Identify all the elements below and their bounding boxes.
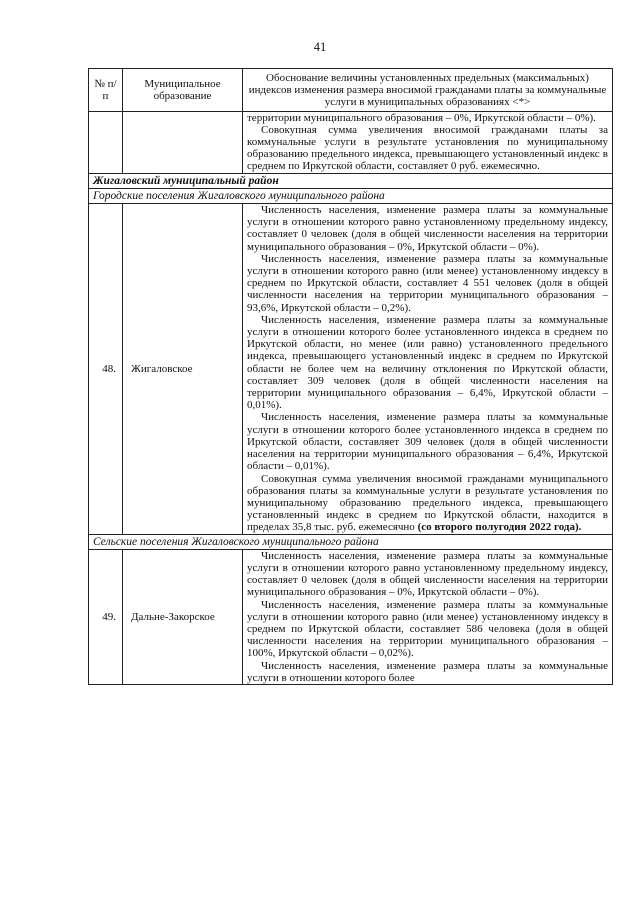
paragraph: Численность населения, изменение размера платы за коммунальные услуги в отношении которого равно установленному предельному индексу, составляет 0 человек (доля в общей численности населения на территории муниципального образования – 0%, Иркутской области – 0%). (247, 204, 608, 253)
indices-table (88, 68, 613, 685)
district-row (89, 173, 613, 188)
table-row (89, 111, 613, 173)
justification-cell (243, 111, 613, 173)
paragraph: Численность населения, изменение размера платы за коммунальные услуги в отношении которого более установленного индекса в среднем по Иркутской области, составляет 309 человек (доля в общей численности населения на территории муниципального образования – 6,4%, Иркутской области – 0,01%). (247, 411, 608, 473)
empty-cell (123, 111, 243, 173)
page-number: 41 (313, 40, 327, 54)
urban-settlements-title: Городские поселения Жигаловского муниципального района (89, 188, 613, 203)
paragraph: Численность населения, изменение размера платы за коммунальные услуги в отношении которого равно (или менее) установленному индексу в среднем по Иркутской области, составляет 586 человека (доля в общей численности населения на территории муниципального образования – 100%, Иркутской области – 0,02%). (247, 598, 608, 660)
paragraph: Совокупная сумма увеличения вносимой гражданами платы за коммунальные услуги в результате установления по муниципальному образованию предельного индекса, превышающего установленный индекс в среднем по Иркутской области, составляет 0 руб. ежемесячно. (247, 123, 608, 173)
urban-settlements-row (89, 188, 613, 203)
paragraph: Численность населения, изменение размера платы за коммунальные услуги в отношении которого равно (или менее) установленному индексу в среднем по Иркутской области, составляет 4 551 человек (доля в общей численности населения на территории муниципального образования – 93,6%, Иркутской области – 0,2%). (247, 252, 608, 314)
justification-cell (243, 549, 613, 684)
municipality-name: Дальне-Закорское (123, 549, 243, 684)
header-num: № п/п (89, 69, 123, 112)
paragraph (247, 473, 608, 534)
paragraph-bold-text: (со второго полугодия 2022 года). (417, 521, 582, 534)
table-row (89, 549, 613, 684)
rural-settlements-title: Сельские поселения Жигаловского муниципального района (89, 534, 613, 549)
empty-cell (89, 111, 123, 173)
rural-settlements-row (89, 534, 613, 549)
paragraph: Численность населения, изменение размера платы за коммунальные услуги в отношении которого более установленного индекса в среднем по Иркутской области, но менее (или равно) установленного предельного индекса, превышающего установленный индекс в среднем по Иркутской области не более чем на величину отклонения по Иркутской области, составляет 309 человек (доля в общей численности населения на территории муниципального образования – 6,4%, Иркутской области – 0,01%). (247, 313, 608, 412)
paragraph-text: Совокупная сумма увеличения вносимой гражданами муниципального образования платы за коммунальные услуги в результате установления по муниципальному образованию предельного индекса, превышающего установленный индекс в среднем по Иркутской области, находится в пределах 35,8 тыс. руб. ежемесячно (247, 472, 608, 534)
row-number: 49. (89, 549, 123, 684)
table-row (89, 204, 613, 534)
row-number: 48. (89, 204, 123, 534)
district-title: Жигаловский муниципальный район (89, 173, 613, 188)
header-municipality: Муниципальное образование (123, 69, 243, 112)
justification-cell (243, 204, 613, 534)
header-justification: Обоснование величины установленных предельных (максимальных) индексов изменения размера вносимой гражданами платы за коммунальные услуги в муниципальных образованиях <*> (243, 69, 613, 112)
table-header-row (89, 69, 613, 112)
paragraph: Численность населения, изменение размера платы за коммунальные услуги в отношении которого более (247, 659, 608, 684)
municipality-name: Жигаловское (123, 204, 243, 534)
paragraph: Численность населения, изменение размера платы за коммунальные услуги в отношении которого равно установленному предельному индексу, составляет 0 человек (доля в общей численности населения на территории муниципального образования – 0%, Иркутской области – 0%). (247, 549, 608, 599)
paragraph: территории муниципального образования – 0%, Иркутской области – 0%). (247, 111, 596, 124)
